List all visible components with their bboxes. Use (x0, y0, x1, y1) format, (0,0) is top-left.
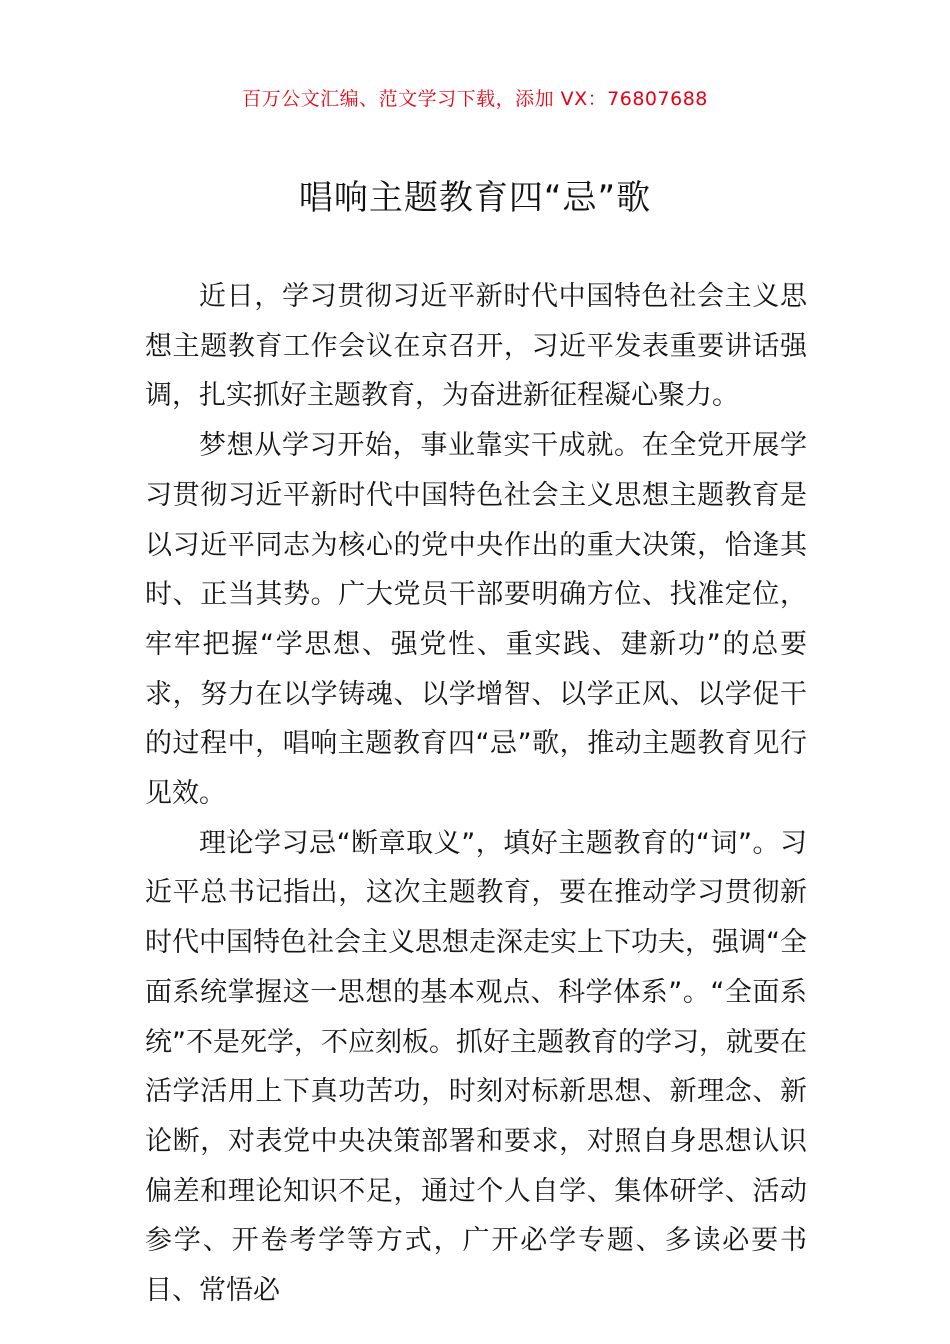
document-title: 唱响主题教育四“忌”歌 (298, 178, 652, 218)
paragraph-2: 梦想从学习开始，事业靠实干成就。在全党开展学习贯彻习近平新时代中国特色社会主义思想主题教育是以习近平同志为核心的党中央作出的重大决策，恰逢其时、正当其势。广大党员干部要明确方位、找准定位，牢牢把握“学思想、强党性、重实践、建新功”的总要求，努力在以学铸魂、以学增智、以学正风、以学促干的过程中，唱响主题教育四“忌”歌，推动主题教育见行见效。 (145, 430, 807, 810)
document-body (145, 272, 807, 1316)
paragraph-1: 近日，学习贯彻习近平新时代中国特色社会主义思想主题教育工作会议在京召开，习近平发表重要讲话强调，扎实抓好主题教育，为奋进新征程凝心聚力。 (145, 281, 807, 412)
paragraph-3: 理论学习忌“断章取义”，填好主题教育的“词”。习近平总书记指出，这次主题教育，要在推动学习贯彻新时代中国特色社会主义思想走深走实上下功夫，强调“全面系统掌握这一思想的基本观点、科学体系”。“全面系统”不是死学，不应刻板。抓好主题教育的学习，就要在活学活用上下真功苦功，时刻对标新思想、新理念、新论断，对表党中央决策部署和要求，对照自身思想认识偏差和理论知识不足，通过个人自学、集体研学、活动参学、开卷考学等方式，广开必学专题、多读必要书目、常悟必 (145, 827, 807, 1307)
header-banner: 百万公文汇编、范文学习下载，添加 VX：76807688 (242, 88, 708, 110)
